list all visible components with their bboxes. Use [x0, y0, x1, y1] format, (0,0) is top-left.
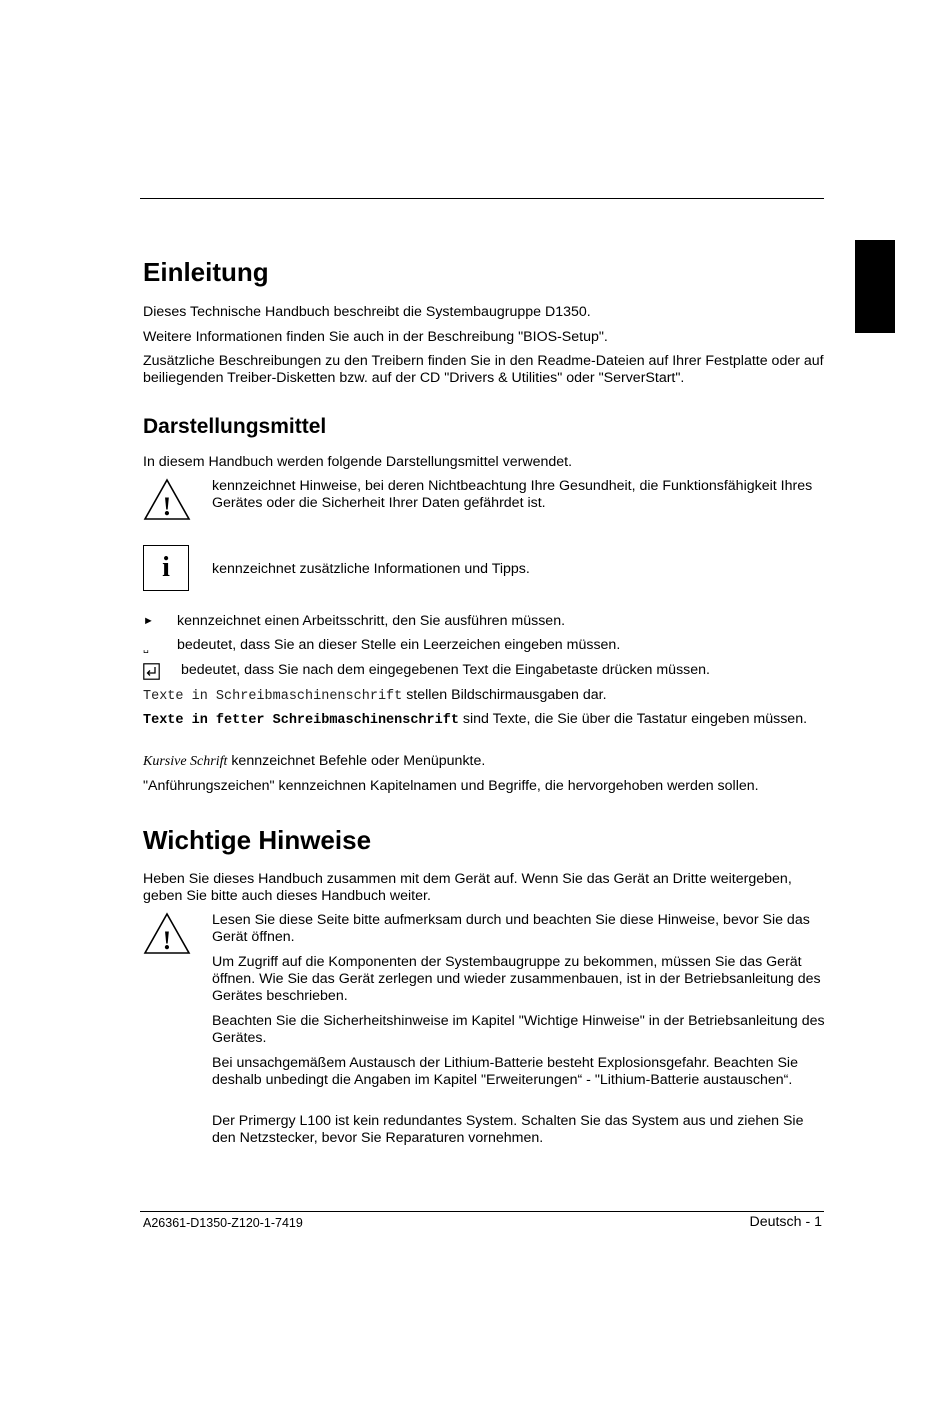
step-arrow-icon: ► — [143, 615, 154, 627]
important-note-3: Beachten Sie die Sicherheitshinweise im Kapitel "Wichtige Hinweise" in der Betriebsanleitung des Gerätes. — [212, 1013, 825, 1046]
mono-bold-sample: Texte in fetter Schreibmaschinenschrift — [143, 713, 459, 728]
warning-description: kennzeichnet Hinweise, bei deren Nichtbeachtung Ihre Gesundheit, die Funktionsfähigkeit Ihres Gerätes oder die Sicherheit Ihrer Daten gefährdet ist. — [212, 478, 813, 511]
footer-doc-number: A26361-D1350-Z120-1-7419 — [143, 1216, 303, 1230]
intro-paragraph-1: Dieses Technische Handbuch beschreibt die Systembaugruppe D1350. — [143, 304, 591, 320]
conventions-intro: In diesem Handbuch werden folgende Darstellungsmittel verwendet. — [143, 454, 573, 470]
space-symbol-icon: ␣ — [143, 643, 149, 653]
step-description: kennzeichnet einen Arbeitsschritt, den Sie ausführen müssen. — [177, 613, 566, 629]
important-note-4: Bei unsachgemäßem Austausch der Lithium-Batterie besteht Explosionsgefahr. Beachten Sie deshalb unbedingt die Angaben im Kapitel "Erweiterungen“ - "Lithium-Batterie austauschen“. — [212, 1055, 798, 1088]
svg-text:!: ! — [162, 926, 172, 955]
chapter-tab-marker — [855, 240, 895, 333]
space-description: bedeutet, dass Sie an dieser Stelle ein Leerzeichen eingeben müssen. — [177, 637, 621, 653]
enter-description: bedeutet, dass Sie nach dem eingegebenen Text die Eingabetaste drücken müssen. — [181, 662, 710, 678]
heading-wichtige-hinweise: Wichtige Hinweise — [143, 825, 372, 855]
info-icon: i — [143, 545, 189, 591]
italic-sample: Kursive Schrift — [143, 754, 228, 769]
mono-convention — [143, 687, 827, 705]
warning-triangle-icon — [143, 478, 191, 521]
italic-description: kennzeichnet Befehle oder Menüpunkte. — [227, 753, 486, 769]
header-rule — [140, 198, 824, 199]
intro-paragraph-3: Zusätzliche Beschreibungen zu den Treibern finden Sie in den Readme-Dateien auf Ihrer Festplatte oder auf beiliegenden Treiber-Disketten bzw. auf der CD "Drivers & Utilities" oder "ServerStart". — [143, 353, 824, 386]
info-description: kennzeichnet zusätzliche Informationen und Tipps. — [212, 561, 530, 577]
important-note-5: Der Primergy L100 ist kein redundantes System. Schalten Sie das System aus und ziehen Sie den Netzstecker, bevor Sie Reparaturen vornehmen. — [212, 1113, 804, 1146]
mono-bold-convention — [143, 711, 827, 729]
mono-bold-description: sind Texte, die Sie über die Tastatur eingeben müssen. — [458, 711, 808, 727]
important-intro: Heben Sie dieses Handbuch zusammen mit dem Gerät auf. Wenn Sie das Gerät an Dritte weitergeben, geben Sie bitte auch dieses Handbuch weiter. — [143, 871, 792, 904]
enter-key-icon — [143, 663, 160, 680]
mono-description: stellen Bildschirmausgaben dar. — [402, 687, 607, 703]
important-note-1: Lesen Sie diese Seite bitte aufmerksam durch und beachten Sie diese Hinweise, bevor Sie das Gerät öffnen. — [212, 912, 810, 945]
svg-text:!: ! — [162, 492, 172, 521]
footer-rule — [140, 1211, 824, 1212]
heading-darstellungsmittel: Darstellungsmittel — [143, 415, 327, 438]
italic-convention — [143, 753, 827, 770]
footer-page-label: Deutsch - 1 — [749, 1214, 822, 1230]
quotes-convention: "Anführungszeichen" kennzeichnen Kapitelnamen und Begriffe, die hervorgehoben werden sollen. — [143, 778, 759, 794]
warning-triangle-icon-2 — [143, 912, 191, 955]
mono-sample: Texte in Schreibmaschinenschrift — [143, 689, 403, 704]
intro-paragraph-2: Weitere Informationen finden Sie auch in der Beschreibung "BIOS-Setup". — [143, 329, 608, 345]
heading-einleitung: Einleitung — [143, 257, 269, 287]
important-note-2: Um Zugriff auf die Komponenten der Systembaugruppe zu bekommen, müssen Sie das Gerät öffnen. Wie Sie das Gerät zerlegen und wieder zusammenbauen, ist in der Betriebsanleitung des Gerätes beschrieben. — [212, 954, 821, 1004]
